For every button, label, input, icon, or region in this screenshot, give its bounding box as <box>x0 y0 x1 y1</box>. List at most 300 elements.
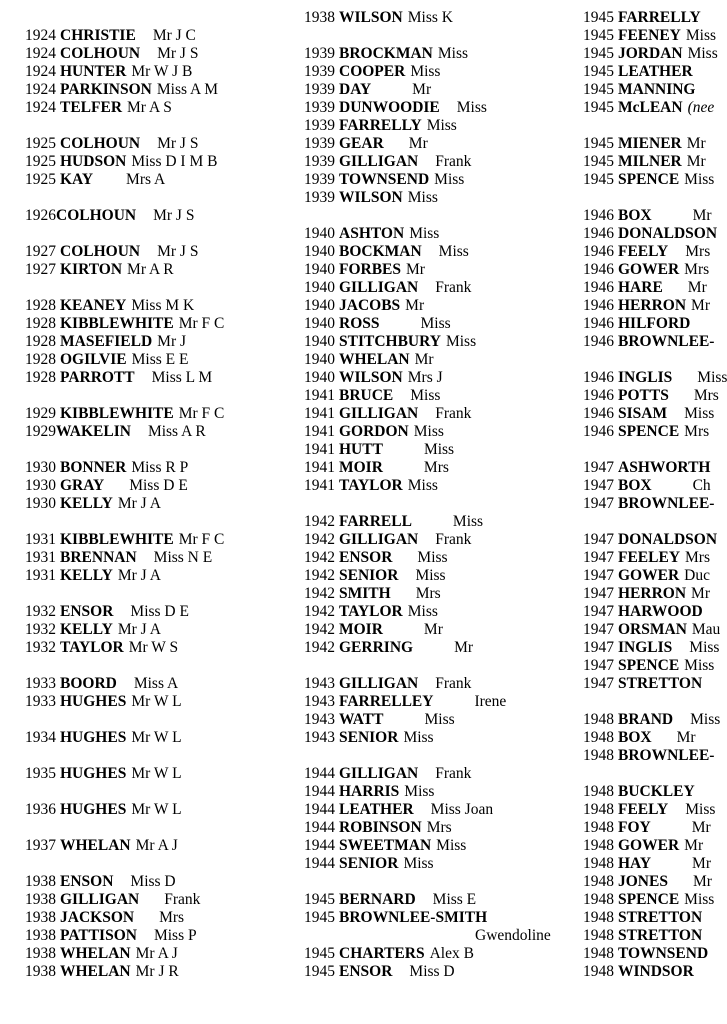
entry-surname: STRETTON <box>618 927 703 944</box>
entry-year: 1925 <box>25 153 56 170</box>
entry-surname: HARRIS <box>339 783 400 800</box>
entry-name: Mr F C <box>178 405 225 422</box>
entry-year: 1946 <box>583 369 614 386</box>
entry-surname: HUGHES <box>60 693 127 710</box>
entry-surname: BOORD <box>60 675 117 692</box>
register-entry <box>583 603 727 621</box>
entry-surname: ENSON <box>60 873 114 890</box>
entry-name: Mr <box>686 135 706 152</box>
entry-year: 1928 <box>25 351 56 368</box>
entry-surname: WAKELIN <box>56 423 131 440</box>
entry-surname: JORDAN <box>618 45 683 62</box>
register-entry <box>583 567 727 585</box>
entry-name: Miss <box>689 639 720 656</box>
register-entry <box>25 261 224 279</box>
entry-surname: PATTISON <box>60 927 137 944</box>
entry-year: 1945 <box>583 99 614 116</box>
spacer-row <box>304 207 506 225</box>
entry-year: 1940 <box>304 261 335 278</box>
entry-name: Mr W L <box>131 801 182 818</box>
register-entry <box>304 603 506 621</box>
entry-year: 1940 <box>304 279 335 296</box>
entry-name: Mr W L <box>131 693 182 710</box>
spacer-row <box>25 387 224 405</box>
entry-surname: GILLIGAN <box>339 279 419 296</box>
entry-surname: BROWNLEE- <box>618 747 715 764</box>
entry-surname: FARRELLY <box>339 117 422 134</box>
entry-surname: COLHOUN <box>60 135 141 152</box>
entry-year: 1947 <box>583 495 614 512</box>
register-entry <box>304 333 506 351</box>
register-entry <box>304 693 506 711</box>
entry-surname: INGLIS <box>618 639 673 656</box>
entry-surname: HUNTER <box>60 63 127 80</box>
entry-surname: WHELAN <box>60 945 131 962</box>
entry-surname: BRUCE <box>339 387 394 404</box>
entry-name: Miss <box>404 783 435 800</box>
entry-year: 1935 <box>25 765 56 782</box>
entry-surname: GORDON <box>339 423 409 440</box>
register-entry <box>304 549 506 567</box>
entry-name: Mr J S <box>157 45 199 62</box>
register-entry <box>583 135 727 153</box>
register-entry <box>304 423 506 441</box>
register-entry <box>583 909 727 927</box>
entry-name: Mrs <box>684 261 710 278</box>
entry-surname: FEELY <box>618 243 669 260</box>
entry-year: 1933 <box>25 693 56 710</box>
register-entry <box>25 297 224 315</box>
entry-year: 1940 <box>304 225 335 242</box>
entry-surname: SPENCE <box>618 171 680 188</box>
entry-surname: SENIOR <box>339 567 399 584</box>
entry-year: 1939 <box>304 45 335 62</box>
entry-name: Mr W L <box>131 729 182 746</box>
entry-year: 1948 <box>583 855 614 872</box>
entry-surname: INGLIS <box>618 369 673 386</box>
entry-name: Frank <box>435 765 472 782</box>
entry-surname: FORBES <box>339 261 402 278</box>
register-entry <box>304 711 506 729</box>
register-entry <box>583 927 727 945</box>
spacer-row <box>583 351 727 369</box>
entry-surname: BROWNLEE- <box>618 333 715 350</box>
entry-surname: ENSOR <box>339 963 393 980</box>
register-entry <box>25 963 224 981</box>
entry-year: 1942 <box>304 621 335 638</box>
spacer-row <box>583 189 727 207</box>
entry-name: Miss A <box>133 675 179 692</box>
spacer-row <box>25 279 224 297</box>
register-entry <box>304 729 506 747</box>
entry-surname: GILLIGAN <box>339 675 419 692</box>
entry-name: Mr <box>686 153 706 170</box>
entry-year: 1930 <box>25 477 56 494</box>
register-entry <box>304 531 506 549</box>
entry-name: Miss <box>437 45 469 62</box>
entry-surname: BUCKLEY <box>618 783 695 800</box>
entry-name: Mr <box>692 873 712 890</box>
entry-year: 1939 <box>304 63 335 80</box>
entry-surname: BERNARD <box>339 891 416 908</box>
entry-surname: KIBBLEWHITE <box>60 405 174 422</box>
register-entry <box>25 873 224 891</box>
entry-surname: HARE <box>618 279 663 296</box>
entry-name: Miss <box>690 711 721 728</box>
entry-surname: KAY <box>60 171 94 188</box>
entry-name: Miss K <box>407 9 453 26</box>
entry-year: 1942 <box>304 585 335 602</box>
register-entry <box>25 801 224 819</box>
entry-year: 1944 <box>304 783 335 800</box>
entry-year: 1938 <box>25 873 56 890</box>
register-entry <box>25 99 224 117</box>
entry-name: Miss <box>410 63 441 80</box>
entry-surname: SMITH <box>339 585 391 602</box>
entry-year: 1947 <box>583 477 614 494</box>
entry-name: Miss <box>426 117 457 134</box>
entry-name: Frank <box>435 675 472 692</box>
register-entry <box>25 639 224 657</box>
register-entry <box>583 27 727 45</box>
entry-name: Mr J S <box>157 135 199 152</box>
entry-name: Mr W L <box>131 765 182 782</box>
entry-year: 1927 <box>25 243 56 260</box>
entry-name: Miss M K <box>131 297 195 314</box>
entry-name: Mr <box>691 819 711 836</box>
entry-surname: HUGHES <box>60 765 127 782</box>
entry-name: Miss <box>407 477 438 494</box>
entry-name: Mr <box>692 207 712 224</box>
entry-year: 1948 <box>583 801 614 818</box>
entry-name: Mrs <box>684 423 710 440</box>
entry-surname: WATT <box>339 711 384 728</box>
register-entry <box>304 45 506 63</box>
register-entry <box>304 171 506 189</box>
register-entry <box>583 819 727 837</box>
entry-surname: FEELEY <box>618 549 681 566</box>
register-entry <box>304 9 506 27</box>
register-entry <box>304 297 506 315</box>
entry-year: 1945 <box>304 891 335 908</box>
register-entry <box>304 441 506 459</box>
entry-surname: BOX <box>618 477 652 494</box>
entry-name: Miss <box>684 891 715 908</box>
register-entry <box>583 243 727 261</box>
register-entry <box>304 243 506 261</box>
register-entry <box>583 171 727 189</box>
register-entry <box>583 873 727 891</box>
entry-name: Mr <box>454 639 474 656</box>
entry-year: 1948 <box>583 819 614 836</box>
entry-name: Frank <box>435 405 472 422</box>
entry-year: 1945 <box>583 135 614 152</box>
register-entry <box>304 675 506 693</box>
register-entry <box>583 81 727 99</box>
entry-name: Miss D I M B <box>131 153 218 170</box>
register-entry <box>304 513 506 531</box>
register-entry <box>583 495 727 513</box>
entry-surname: GILLIGAN <box>339 531 419 548</box>
entry-name: Miss D E <box>130 603 189 620</box>
register-entry <box>25 495 224 513</box>
register-entry <box>583 423 727 441</box>
entry-year: 1943 <box>304 675 335 692</box>
register-entry <box>25 891 224 909</box>
entry-year: 1931 <box>25 567 56 584</box>
register-entry <box>583 477 727 495</box>
register-entry <box>25 135 224 153</box>
entry-name: Mau <box>691 621 721 638</box>
entry-year: 1928 <box>25 297 56 314</box>
entry-year: 1942 <box>304 531 335 548</box>
entry-surname: WHELAN <box>339 351 410 368</box>
entry-name: Miss Joan <box>430 801 494 818</box>
entry-year: 1928 <box>25 369 56 386</box>
spacer-row <box>304 657 506 675</box>
entry-year: 1948 <box>583 783 614 800</box>
register-entry <box>304 135 506 153</box>
entry-year: 1944 <box>304 765 335 782</box>
entry-surname: BOCKMAN <box>339 243 422 260</box>
register-entry <box>583 9 727 27</box>
entry-name: Mr A S <box>127 99 172 116</box>
entry-name: Miss <box>684 657 715 674</box>
register-entry <box>304 909 506 927</box>
entry-surname: HILFORD <box>618 315 691 332</box>
entry-year: 1948 <box>583 711 614 728</box>
entry-name: Miss <box>423 441 455 458</box>
register-entry <box>583 837 727 855</box>
entry-name: Miss <box>434 171 465 188</box>
register-entry <box>25 621 224 639</box>
entry-year: 1940 <box>304 333 335 350</box>
register-entry <box>25 333 224 351</box>
entry-surname: FEELY <box>618 801 669 818</box>
entry-name: Mr <box>691 585 710 602</box>
entry-surname: PARROTT <box>60 369 135 386</box>
register-entry <box>583 729 727 747</box>
entry-name: Mr A J <box>135 945 178 962</box>
register-column-3 <box>583 9 727 981</box>
entry-name: Mr <box>414 351 434 368</box>
register-entry <box>304 405 506 423</box>
entry-surname: GOWER <box>618 837 680 854</box>
entry-year: 1928 <box>25 315 56 332</box>
entry-year: 1947 <box>583 567 614 584</box>
entry-year: 1939 <box>304 171 335 188</box>
entry-name: Mr <box>406 261 425 278</box>
entry-name: Mrs <box>685 243 711 260</box>
entry-surname: GEAR <box>339 135 384 152</box>
entry-surname: BOX <box>618 207 652 224</box>
entry-name: Mr J S <box>153 207 195 224</box>
entry-surname: SENIOR <box>339 729 399 746</box>
entry-name: Mr <box>687 279 707 296</box>
register-entry <box>304 477 506 495</box>
spacer-row <box>25 819 224 837</box>
register-entry <box>304 963 506 981</box>
entry-surname: JACKSON <box>60 909 135 926</box>
register-entry <box>583 531 727 549</box>
entry-year: 1947 <box>583 549 614 566</box>
entry-name: Miss E E <box>131 351 189 368</box>
entry-year: 1946 <box>583 207 614 224</box>
entry-name: Miss <box>697 369 727 386</box>
register-entry <box>25 153 224 171</box>
entry-year: 1924 <box>25 63 56 80</box>
entry-year: 1936 <box>25 801 56 818</box>
entry-name: Mr <box>405 297 425 314</box>
entry-year: 1939 <box>304 117 335 134</box>
entry-year: 1944 <box>304 801 335 818</box>
spacer-row <box>304 27 506 45</box>
entry-surname: GERRING <box>339 639 414 656</box>
entry-name: Frank <box>435 279 472 296</box>
entry-year: 1942 <box>304 513 335 530</box>
entry-name: Miss E <box>432 891 477 908</box>
entry-year: 1948 <box>583 963 614 980</box>
entry-surname: BROWNLEE-SMITH <box>339 909 488 926</box>
entry-surname: ROSS <box>339 315 380 332</box>
entry-year: 1945 <box>583 63 614 80</box>
entry-surname: ENSOR <box>339 549 393 566</box>
entry-year: 1932 <box>25 639 56 656</box>
register-entry <box>25 45 224 63</box>
register-entry <box>25 171 224 189</box>
entry-surname: COLHOUN <box>60 45 141 62</box>
entry-year: 1944 <box>304 855 335 872</box>
register-entry <box>583 99 727 117</box>
entry-surname: ENSOR <box>60 603 114 620</box>
entry-name: Mr F C <box>178 315 225 332</box>
entry-year: 1931 <box>25 531 56 548</box>
entry-name: Mr <box>408 135 428 152</box>
entry-surname: SWEETMAN <box>339 837 432 854</box>
entry-name: Mrs <box>159 909 185 926</box>
entry-year: 1940 <box>304 243 335 260</box>
entry-year: 1931 <box>25 549 56 566</box>
register-entry <box>304 639 506 657</box>
entry-year: 1942 <box>304 639 335 656</box>
spacer-row <box>583 117 727 135</box>
entry-surname: KELLY <box>60 567 113 584</box>
entry-year: 1948 <box>583 909 614 926</box>
entry-year: 1929 <box>25 405 56 422</box>
entry-year: 1924 <box>25 27 56 44</box>
entry-name: Mrs <box>685 549 710 566</box>
entry-name: Mr <box>692 855 711 872</box>
spacer-row <box>25 189 224 207</box>
entry-surname: HUGHES <box>60 801 127 818</box>
entry-name: Mrs <box>423 459 449 476</box>
entry-year: 1939 <box>304 135 335 152</box>
entry-year: 1947 <box>583 657 614 674</box>
entry-year: 1937 <box>25 837 56 854</box>
entry-name: Frank <box>435 531 472 548</box>
entry-year: 1948 <box>583 873 614 890</box>
entry-year: 1945 <box>304 963 335 980</box>
register-entry <box>304 621 506 639</box>
register-entry <box>25 945 224 963</box>
entry-name: Duc <box>684 567 710 584</box>
entry-surname: SISAM <box>618 405 668 422</box>
spacer-row <box>25 747 224 765</box>
entry-surname: WHELAN <box>60 837 131 854</box>
entry-year: 1945 <box>583 81 614 98</box>
entry-name: Mr J R <box>135 963 179 980</box>
entry-name: Miss <box>403 855 434 872</box>
entry-name: Mr <box>684 837 704 854</box>
entry-surname: HUTT <box>339 441 383 458</box>
register-entry <box>583 621 727 639</box>
entry-name: Miss <box>452 513 484 530</box>
register-entry <box>304 927 551 945</box>
register-entry <box>304 369 506 387</box>
register-entry <box>25 207 224 225</box>
entry-name: Miss D E <box>129 477 188 494</box>
register-entry <box>25 477 224 495</box>
entry-year: 1939 <box>304 81 335 98</box>
entry-surname: DONALDSON <box>618 531 718 548</box>
entry-year: 1939 <box>304 99 335 116</box>
entry-year: 1924 <box>25 81 56 98</box>
entry-surname: TOWNSEND <box>339 171 430 188</box>
entry-surname: MIENER <box>618 135 682 152</box>
entry-year: 1947 <box>583 603 614 620</box>
register-entry <box>304 783 506 801</box>
register-entry <box>583 855 727 873</box>
entry-name: Miss D <box>130 873 176 890</box>
entry-year: 1928 <box>25 333 56 350</box>
entry-year: 1946 <box>583 297 614 314</box>
entry-surname: MASEFIELD <box>60 333 153 350</box>
entry-name: Miss <box>685 27 717 44</box>
register-entry <box>583 333 727 351</box>
spacer-row <box>25 513 224 531</box>
entry-year: 1939 <box>304 189 335 206</box>
register-entry <box>583 657 727 675</box>
register-entry <box>583 801 727 819</box>
entry-surname: DAY <box>339 81 372 98</box>
entry-name: Miss <box>445 333 477 350</box>
register-entry <box>304 279 506 297</box>
entry-year: 1947 <box>583 585 614 602</box>
register-entry <box>25 63 224 81</box>
register-entry <box>25 765 224 783</box>
entry-year: 1938 <box>304 9 335 26</box>
register-entry <box>25 567 224 585</box>
entry-surname: BONNER <box>60 459 127 476</box>
entry-surname: KIBBLEWHITE <box>60 531 174 548</box>
register-entry <box>304 891 506 909</box>
entry-surname: CHRISTIE <box>60 27 136 44</box>
entry-name: Miss <box>436 837 467 854</box>
entry-surname: ORSMAN <box>618 621 687 638</box>
entry-surname: DONALDSON <box>618 225 718 242</box>
entry-surname: KIBBLEWHITE <box>60 315 174 332</box>
register-entry <box>583 387 727 405</box>
entry-surname: HERRON <box>618 585 687 602</box>
entry-surname: STRETTON <box>618 909 703 926</box>
entry-surname: GILLIGAN <box>339 153 419 170</box>
register-entry <box>25 423 224 441</box>
register-entry <box>583 369 727 387</box>
entry-year: 1945 <box>583 9 614 26</box>
entry-year: 1938 <box>25 945 56 962</box>
spacer-row <box>304 747 506 765</box>
register-entry <box>583 297 727 315</box>
